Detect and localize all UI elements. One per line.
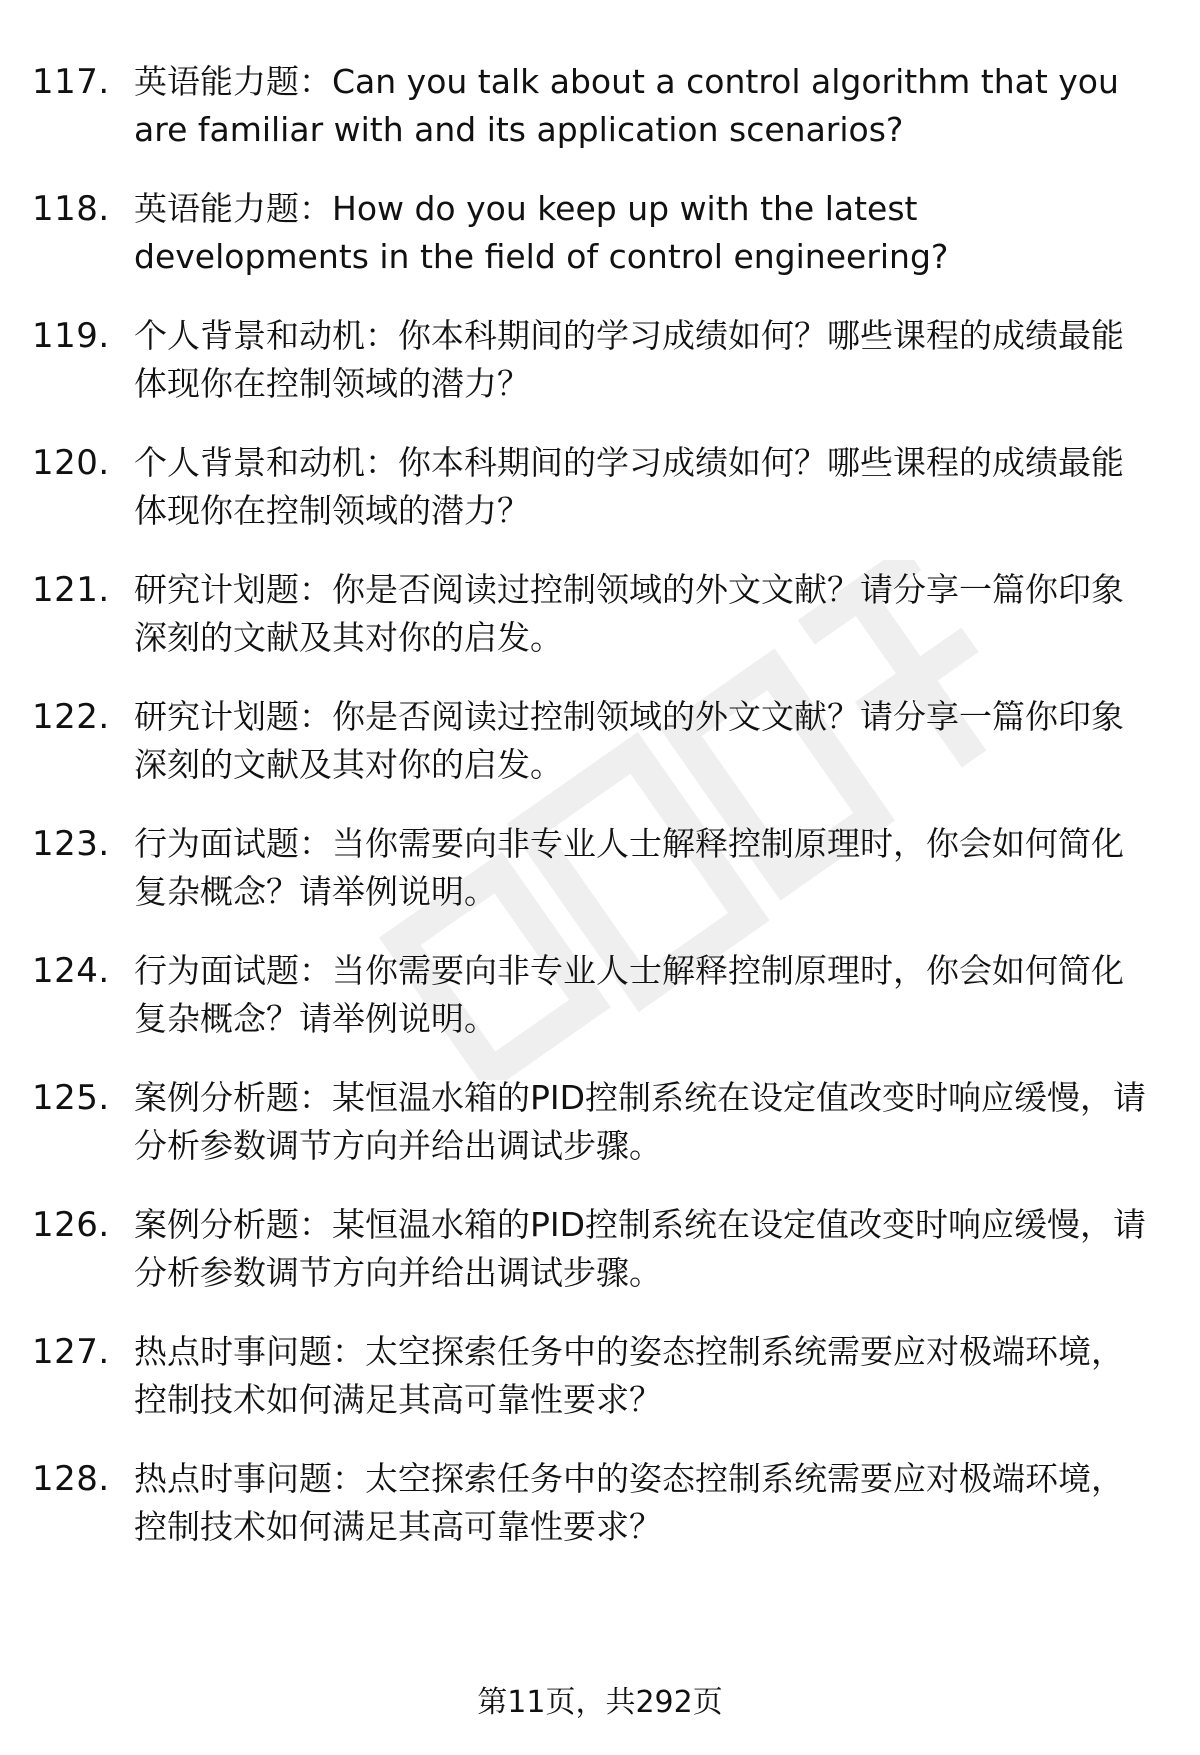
question-item [32, 566, 1152, 662]
question-item [32, 1074, 1152, 1170]
question-text: 个人背景和动机：你本科期间的学习成绩如何？哪些课程的成绩最能体现你在控制领域的潜力？ [134, 316, 1124, 403]
question-text: 研究计划题：你是否阅读过控制领域的外文文献？请分享一篇你印象深刻的文献及其对你的启发。 [134, 697, 1124, 784]
question-item [32, 58, 1152, 154]
question-item [32, 312, 1152, 408]
question-number: 120. [32, 443, 110, 483]
question-text: 英语能力题：How do you keep up with the latest developments in the field of control engineering? [134, 189, 949, 276]
question-number: 121. [32, 570, 110, 610]
question-text: 个人背景和动机：你本科期间的学习成绩如何？哪些课程的成绩最能体现你在控制领域的潜力？ [134, 443, 1124, 530]
question-item [32, 1455, 1152, 1551]
question-item [32, 185, 1152, 281]
page-number-label: 第11页，共292页 [477, 1685, 723, 1720]
question-text: 热点时事问题：太空探索任务中的姿态控制系统需要应对极端环境，控制技术如何满足其高可靠性要求？ [134, 1459, 1124, 1546]
question-text: 研究计划题：你是否阅读过控制领域的外文文献？请分享一篇你印象深刻的文献及其对你的启发。 [134, 570, 1124, 657]
question-item [32, 1328, 1152, 1424]
question-item [32, 947, 1152, 1043]
question-item [32, 1201, 1152, 1297]
question-number: 122. [32, 697, 110, 737]
question-number: 119. [32, 316, 110, 356]
question-list [32, 58, 1152, 1582]
question-number: 123. [32, 824, 110, 864]
question-text: 英语能力题：Can you talk about a control algorithm that you are familiar with and its application scenarios? [134, 62, 1119, 149]
question-number: 126. [32, 1205, 110, 1245]
question-item [32, 693, 1152, 789]
question-text: 案例分析题：某恒温水箱的PID控制系统在设定值改变时响应缓慢，请分析参数调节方向并给出调试步骤。 [134, 1078, 1147, 1165]
question-number: 128. [32, 1459, 110, 1499]
question-text: 案例分析题：某恒温水箱的PID控制系统在设定值改变时响应缓慢，请分析参数调节方向并给出调试步骤。 [134, 1205, 1147, 1292]
page-footer [0, 1683, 1200, 1723]
question-text: 热点时事问题：太空探索任务中的姿态控制系统需要应对极端环境，控制技术如何满足其高可靠性要求？ [134, 1332, 1124, 1419]
question-number: 118. [32, 189, 110, 229]
question-number: 117. [32, 62, 110, 102]
question-item [32, 439, 1152, 535]
question-text: 行为面试题：当你需要向非专业人士解释控制原理时，你会如何简化复杂概念？请举例说明。 [134, 951, 1124, 1038]
question-number: 125. [32, 1078, 110, 1118]
question-number: 127. [32, 1332, 110, 1372]
question-number: 124. [32, 951, 110, 991]
question-text: 行为面试题：当你需要向非专业人士解释控制原理时，你会如何简化复杂概念？请举例说明。 [134, 824, 1124, 911]
question-item [32, 820, 1152, 916]
